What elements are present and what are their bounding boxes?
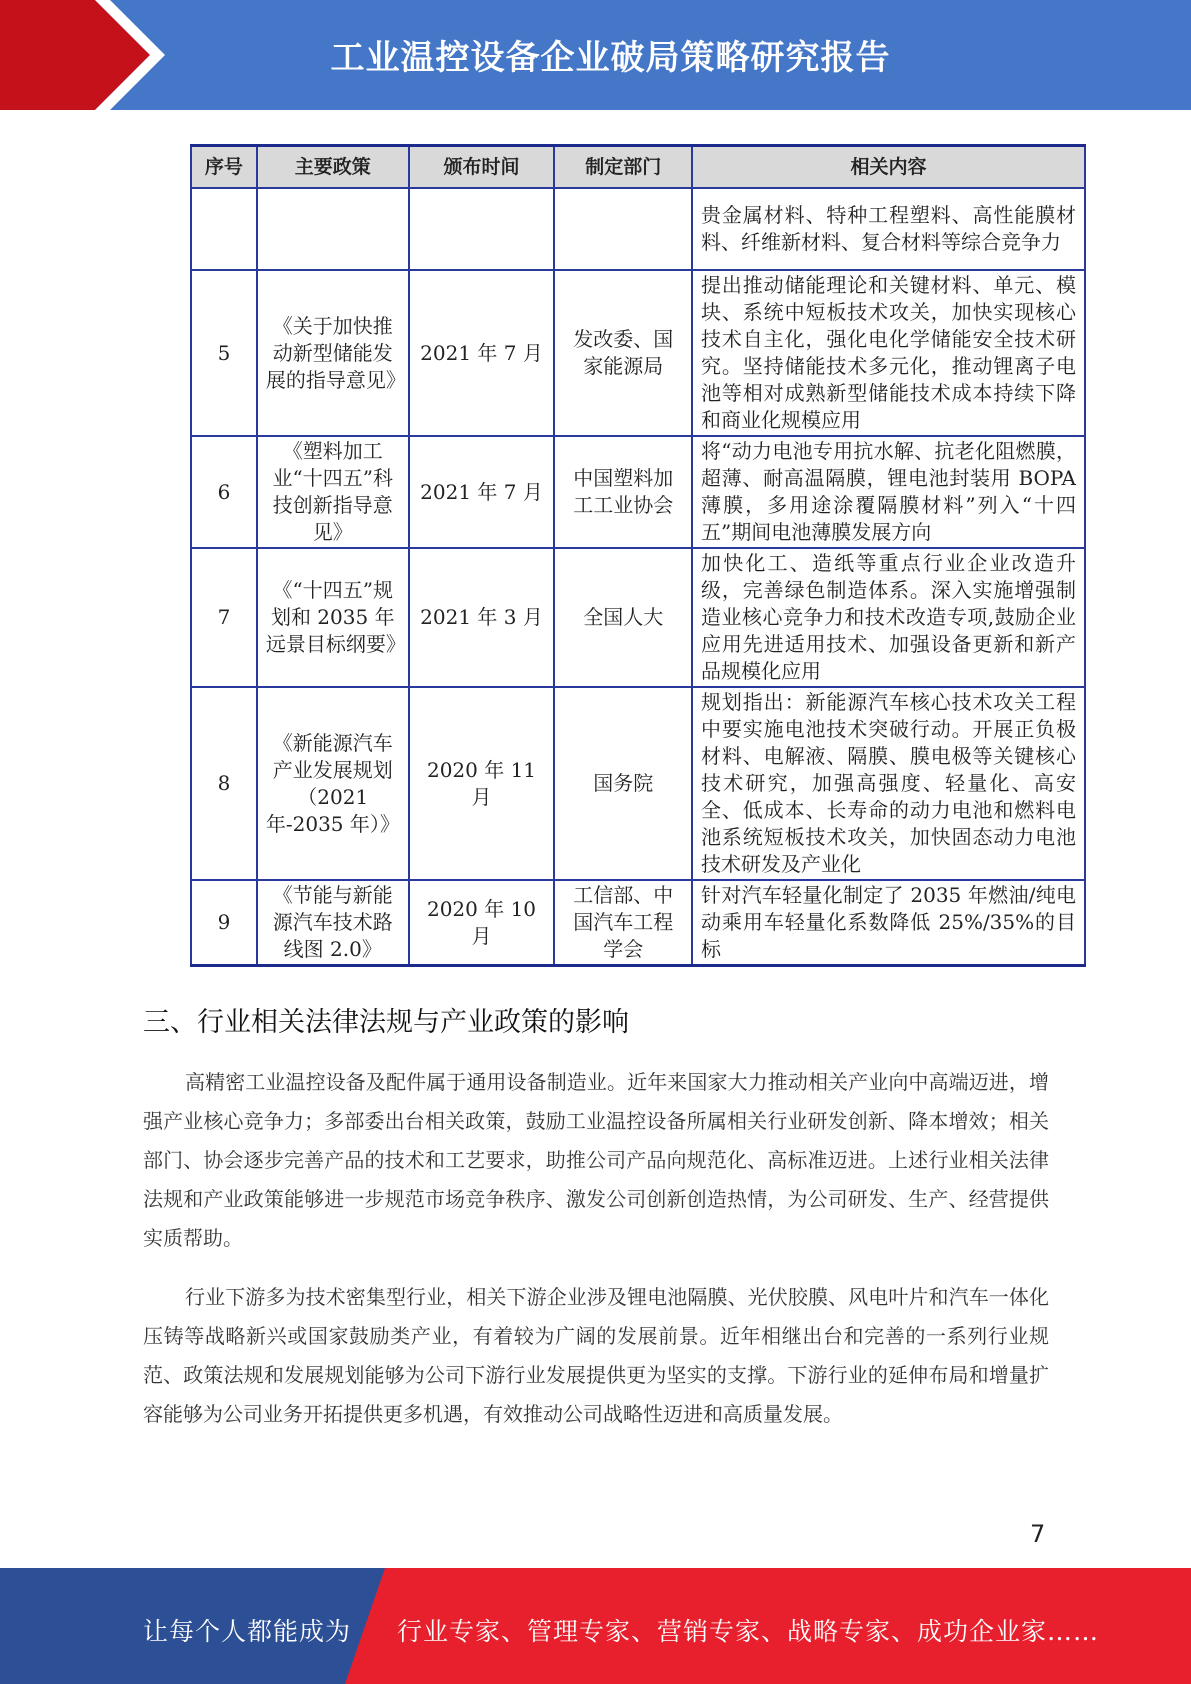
row-content: 提出推动储能理论和关键材料、单元、模块、系统中短板技术攻关，加快实现核心技术自主化，强化电化学储能安全技术研究。坚持储能技术多元化，推动锂离子电池等相对成熟新型储能技术成本持续下降和商业化规模应用	[692, 270, 1085, 436]
policy-table	[190, 144, 1086, 967]
row-date: 2021 年 7 月	[409, 436, 555, 548]
row-date: 2020 年 11 月	[409, 687, 555, 880]
row-content: 规划指出：新能源汽车核心技术攻关工程中要实施电池技术突破行动。开展正负极材料、电解液、隔膜、膜电极等关键核心技术研究，加强高强度、轻量化、高安全、低成本、长寿命的动力电池和燃料电池系统短板技术攻关，加快固态动力电池技术研发及产业化	[692, 687, 1085, 880]
row-dept	[554, 188, 692, 270]
row-no: 5	[191, 270, 257, 436]
column-header-content: 相关内容	[692, 146, 1085, 189]
row-policy: 《塑料加工业“十四五”科技创新指导意见》	[257, 436, 409, 548]
page-number: 7	[1030, 1520, 1046, 1548]
section-heading: 三、行业相关法律法规与产业政策的影响	[143, 1007, 629, 1038]
footer-slogan-right: 行业专家、管理专家、营销专家、战略专家、成功企业家……	[397, 1617, 1100, 1646]
column-header-policy: 主要政策	[257, 146, 409, 189]
table-row	[191, 436, 1085, 548]
column-header-dept: 制定部门	[554, 146, 692, 189]
row-content: 加快化工、造纸等重点行业企业改造升级，完善绿色制造体系。深入实施增强制造业核心竞争力和技术改造专项,鼓励企业应用先进适用技术、加强设备更新和新产品规模化应用	[692, 548, 1085, 687]
row-policy	[257, 188, 409, 270]
row-no	[191, 188, 257, 270]
row-policy: 《新能源汽车产业发展规划（2021 年-2035 年）》	[257, 687, 409, 880]
table-row	[191, 880, 1085, 966]
row-policy: 《节能与新能源汽车技术路线图 2.0》	[257, 880, 409, 966]
row-date: 2020 年 10 月	[409, 880, 555, 966]
body-paragraph: 高精密工业温控设备及配件属于通用设备制造业。近年来国家大力推动相关产业向中高端迈进，增强产业核心竞争力；多部委出台相关政策，鼓励工业温控设备所属相关行业研发创新、降本增效；相关部门、协会逐步完善产品的技术和工艺要求，助推公司产品向规范化、高标准迈进。上述行业相关法律法规和产业政策能够进一步规范市场竞争秩序、激发公司创新创造热情，为公司研发、生产、经营提供实质帮助。	[143, 1070, 1049, 1250]
row-dept: 发改委、国家能源局	[554, 270, 692, 436]
row-content: 贵金属材料、特种工程塑料、高性能膜材料、纤维新材料、复合材料等综合竞争力	[692, 188, 1085, 270]
row-date: 2021 年 7 月	[409, 270, 555, 436]
row-no: 9	[191, 880, 257, 966]
row-no: 8	[191, 687, 257, 880]
row-no: 6	[191, 436, 257, 548]
row-dept: 国务院	[554, 687, 692, 880]
column-header-no: 序号	[191, 146, 257, 189]
row-dept: 中国塑料加工工业协会	[554, 436, 692, 548]
row-date: 2021 年 3 月	[409, 548, 555, 687]
footer-slogan-left: 让每个人都能成为	[143, 1617, 352, 1646]
page-footer	[0, 1568, 1191, 1684]
table-header-row	[191, 146, 1085, 189]
row-date	[409, 188, 555, 270]
row-policy: 《“十四五”规划和 2035 年远景目标纲要》	[257, 548, 409, 687]
column-header-date: 颁布时间	[409, 146, 555, 189]
report-title: 工业温控设备企业破局策略研究报告	[330, 38, 891, 78]
row-policy: 《关于加快推动新型储能发展的指导意见》	[257, 270, 409, 436]
table-row	[191, 548, 1085, 687]
row-dept: 工信部、中国汽车工程学会	[554, 880, 692, 966]
body-paragraph: 行业下游多为技术密集型行业，相关下游企业涉及锂电池隔膜、光伏胶膜、风电叶片和汽车一体化压铸等战略新兴或国家鼓励类产业，有着较为广阔的发展前景。近年相继出台和完善的一系列行业规范、政策法规和发展规划能够为公司下游行业发展提供更为坚实的支撑。下游行业的延伸布局和增量扩容能够为公司业务开拓提供更多机遇，有效推动公司战略性迈进和高质量发展。	[143, 1285, 1049, 1426]
table-row	[191, 270, 1085, 436]
row-no: 7	[191, 548, 257, 687]
table-row	[191, 188, 1085, 270]
table-row	[191, 687, 1085, 880]
page-header	[0, 0, 1191, 110]
row-dept: 全国人大	[554, 548, 692, 687]
row-content: 针对汽车轻量化制定了 2035 年燃油/纯电动乘用车轻量化系数降低 25%/35%的目标	[692, 880, 1085, 966]
row-content: 将“动力电池专用抗水解、抗老化阻燃膜，超薄、耐高温隔膜，锂电池封装用 BOPA 薄膜，多用途涂覆隔膜材料”列入“十四五”期间电池薄膜发展方向	[692, 436, 1085, 548]
